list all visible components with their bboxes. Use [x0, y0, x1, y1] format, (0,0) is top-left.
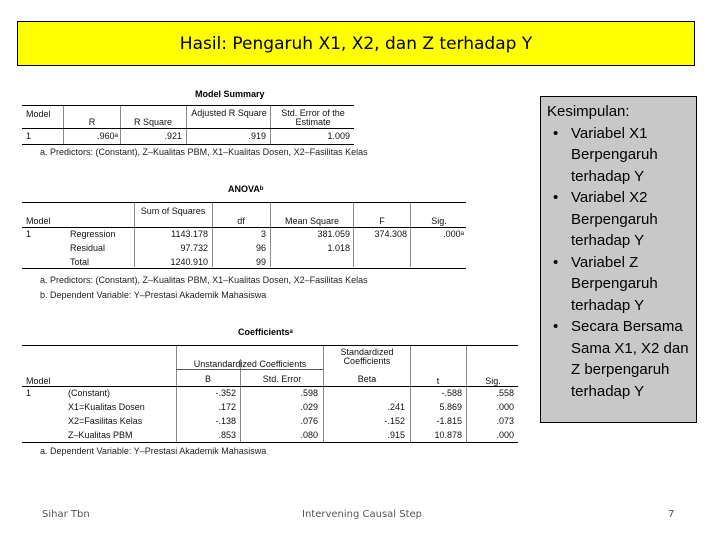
ms-col-sep-3 — [186, 106, 187, 144]
anova-cell: 97.732 — [180, 243, 208, 253]
coef-header-t: t — [436, 376, 440, 386]
model-summary-title: Model Summary — [195, 89, 265, 99]
coef-header-beta: Beta — [357, 374, 377, 384]
coef-row-label: (Constant) — [68, 388, 111, 398]
anova-cell: 1143.178 — [171, 229, 208, 239]
coef-cell: .241 — [387, 402, 405, 412]
coef-header-model: Model — [26, 376, 51, 386]
ms-bottom-rule — [22, 144, 354, 145]
slide-title-banner — [17, 21, 695, 66]
model-summary-top-rule — [22, 105, 354, 106]
anova-cell: 3 — [260, 229, 266, 239]
anova-col-sep-4 — [353, 203, 354, 267]
anova-row-label: Regression — [70, 229, 116, 239]
coef-group-standardized: Standardized Coefficients — [340, 347, 394, 366]
anova-header-mean-square: Mean Square — [284, 216, 340, 226]
coef-col-sep-2 — [240, 359, 241, 442]
ms-header-model: Model — [26, 109, 51, 119]
coef-header-std-error: Std. Error — [262, 374, 302, 384]
anova-bottom-rule — [22, 268, 466, 269]
anova-footnote-a: a. Predictors: (Constant), Z–Kualitas PBM, X1–Kualitas Dosen, X2–Fasilitas Kelas — [40, 275, 368, 285]
anova-title: ANOVAᵇ — [228, 184, 264, 194]
ms-cell-model: 1 — [26, 131, 32, 141]
coef-cell: .598 — [300, 388, 318, 398]
ms-header-adj-r-square: Adjusted R Square — [191, 108, 267, 118]
anova-footnote-b: b. Dependent Variable: Y–Prestasi Akademik Mahasiswa — [40, 290, 267, 300]
anova-col-sep-3 — [270, 203, 271, 267]
coef-cell: -.352 — [215, 388, 236, 398]
coef-footnote: a. Dependent Variable: Y–Prestasi Akademik Mahasiswa — [40, 446, 267, 456]
ms-col-sep-4 — [270, 106, 271, 144]
coef-cell: .076 — [300, 416, 318, 426]
coef-row-label: X1=Kualitas Dosen — [68, 402, 145, 412]
coef-col-sep-1 — [176, 346, 177, 442]
coef-header-b: B — [204, 374, 211, 384]
coef-bottom-rule — [22, 442, 518, 443]
coef-top-rule — [22, 345, 518, 346]
conclusion-item: • Variabel X2 Berpengaruh terhadap Y — [547, 187, 690, 252]
anova-header-sum-of-squares: Sum of Squares — [140, 206, 206, 216]
anova-cell: 381.059 — [317, 229, 350, 239]
ms-col-sep-2 — [120, 106, 121, 144]
coef-cell: -.152 — [384, 416, 405, 426]
coef-cell: .000 — [496, 430, 514, 440]
coef-cell: .073 — [496, 416, 514, 426]
anova-header-f: F — [379, 216, 385, 226]
coef-row-label: Z–Kualitas PBM — [68, 430, 133, 440]
anova-top-rule — [22, 202, 466, 203]
anova-row-label: Total — [70, 257, 90, 267]
anova-col-sep-1 — [134, 203, 135, 267]
coef-cell: .915 — [387, 430, 405, 440]
anova-cell: .000ᵃ — [443, 229, 464, 239]
coef-cell: 5.869 — [439, 402, 462, 412]
coef-col-sep-3 — [323, 346, 324, 442]
anova-cell: 374.308 — [374, 229, 407, 239]
anova-cell: 99 — [255, 257, 266, 267]
coef-cell: .080 — [300, 430, 318, 440]
anova-header-df: df — [237, 216, 245, 226]
ms-cell-r-square: .921 — [164, 131, 182, 141]
footer-center-text: Intervening Causal Step — [302, 509, 423, 520]
ms-header-r-square: R Square — [133, 117, 173, 127]
ms-col-sep-1 — [63, 106, 64, 144]
coef-cell: 10.878 — [434, 430, 462, 440]
ms-header-std-error: Std. Error of the Estimate — [281, 108, 345, 127]
ms-header-rule — [22, 128, 354, 129]
coef-group-unstandardized: Unstandardized Coefficients — [193, 359, 307, 369]
conclusion-item: • Variabel Z Berpengaruh terhadap Y — [547, 252, 690, 317]
anova-header-rule — [22, 227, 466, 228]
anova-col-sep-5 — [410, 203, 411, 267]
anova-row-label: Residual — [70, 243, 106, 253]
conclusion-panel — [540, 96, 697, 423]
coefficients-title: Coefficientsᵃ — [238, 327, 293, 337]
conclusion-heading: Kesimpulan: — [547, 103, 630, 120]
coef-header-sig: Sig. — [485, 376, 501, 386]
coef-group-rule — [176, 369, 323, 370]
coef-cell: -1.815 — [436, 416, 462, 426]
slide-title: Hasil: Pengaruh X1, X2, dan Z terhadap Y — [179, 33, 533, 54]
anova-cell: 1240.910 — [170, 257, 208, 267]
anova-cell: 1.018 — [327, 243, 350, 253]
coef-col-sep-4 — [410, 346, 411, 442]
anova-cell-model: 1 — [26, 229, 32, 239]
coef-row-label: X2=Fasilitas Kelas — [68, 416, 143, 426]
ms-cell-adj-r-square: .919 — [248, 131, 266, 141]
anova-header-model: Model — [26, 216, 51, 226]
coef-cell: .029 — [300, 402, 318, 412]
coef-cell: .558 — [496, 388, 514, 398]
anova-cell: 96 — [255, 243, 266, 253]
coef-header-rule — [22, 386, 518, 387]
footer-author: Sihar Tbn — [42, 509, 90, 520]
anova-col-sep-2 — [212, 203, 213, 267]
ms-footnote: a. Predictors: (Constant), Z–Kualitas PBM, X1–Kualitas Dosen, X2–Fasilitas Kelas — [40, 147, 368, 157]
coef-cell-model: 1 — [26, 388, 32, 398]
ms-header-r: R — [88, 117, 96, 127]
conclusion-item: • Secara Bersama Sama X1, X2 dan Z berpengaruh terhadap Y — [547, 316, 690, 402]
page-number: 7 — [668, 509, 675, 520]
coef-cell: -.138 — [215, 416, 236, 426]
coef-cell: .853 — [218, 430, 236, 440]
coef-cell: .000 — [496, 402, 514, 412]
coef-cell: .172 — [218, 402, 236, 412]
coef-col-sep-5 — [466, 346, 467, 442]
conclusion-list — [547, 123, 690, 403]
ms-cell-std-error: 1.009 — [327, 131, 350, 141]
ms-cell-r: .960ᵃ — [97, 131, 118, 141]
coef-cell: -.588 — [441, 388, 462, 398]
conclusion-item: • Variabel X1 Berpengaruh terhadap Y — [547, 123, 690, 188]
anova-header-sig: Sig. — [431, 216, 447, 226]
